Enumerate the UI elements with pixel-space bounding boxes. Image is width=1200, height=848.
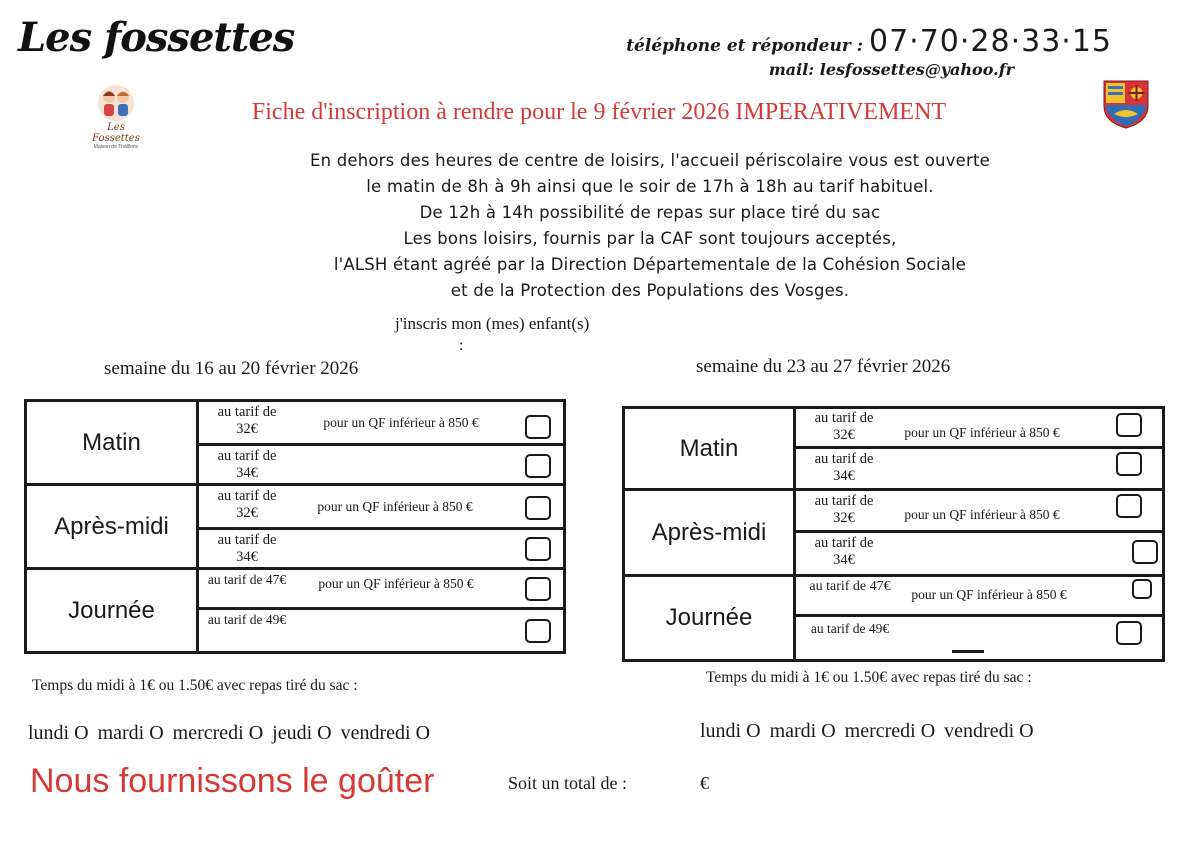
- session-morning: Matin: [625, 409, 796, 491]
- info-line: l'ALSH étant agréé par la Direction Départementale de la Cohésion Sociale: [333, 255, 967, 274]
- phone-line: [626, 24, 1112, 59]
- mail-line: mail: lesfossettes@yahoo.fr: [768, 60, 1014, 79]
- rate-row: [796, 533, 1162, 577]
- rate-label: au tarif de 47€: [809, 579, 891, 594]
- total-currency: €: [700, 773, 709, 793]
- rate-label: au tarif de 49€: [810, 621, 890, 636]
- logo-subtext: Maison de Thaillons: [93, 144, 139, 150]
- rate-row: [796, 577, 1162, 617]
- snack-notice: Nous fournissons le goûter: [30, 762, 435, 800]
- day-option-wednesday[interactable]: mercredi O: [844, 720, 936, 742]
- rate-row: [199, 530, 563, 570]
- week-1-day-options: [28, 722, 434, 745]
- logo-text: Les Fossettes: [92, 122, 140, 144]
- day-option-monday[interactable]: lundi O: [700, 720, 761, 742]
- rate-label: au tarif de 32€: [217, 488, 277, 521]
- checkbox[interactable]: [1116, 413, 1142, 437]
- checkbox[interactable]: [525, 537, 551, 561]
- info-paragraph: [250, 148, 1050, 304]
- day-option-friday[interactable]: vendredi O: [944, 720, 1034, 742]
- rate-row: [199, 446, 563, 486]
- day-option-tuesday[interactable]: mardi O: [97, 722, 164, 744]
- checkbox[interactable]: [1116, 494, 1142, 518]
- rate-label: au tarif de 34€: [217, 532, 277, 565]
- rate-row: [796, 491, 1162, 533]
- rate-row: [796, 409, 1162, 449]
- rate-row: [199, 486, 563, 530]
- qf-condition: pour un QF inférieur à 850 €: [911, 587, 1067, 602]
- week-2-midday-label: Temps du midi à 1€ ou 1.50€ avec repas tiré du sac :: [706, 669, 1032, 686]
- week-2-day-options: [700, 720, 1038, 743]
- rate-row: [199, 570, 563, 610]
- session-day: Journée: [27, 570, 199, 651]
- checkbox[interactable]: [525, 454, 551, 478]
- week-1-table: [24, 399, 566, 654]
- week-2-title: semaine du 23 au 27 février 2026: [696, 356, 951, 377]
- day-option-wednesday[interactable]: mercredi O: [172, 722, 264, 744]
- info-line: et de la Protection des Populations des Vosges.: [450, 281, 850, 300]
- session-day: Journée: [625, 577, 796, 659]
- rate-row: [796, 449, 1162, 491]
- stray-line: [952, 650, 984, 653]
- phone-label: téléphone et répondeur :: [626, 36, 863, 56]
- rate-row: [199, 402, 563, 446]
- checkbox[interactable]: [1132, 579, 1152, 599]
- checkbox[interactable]: [525, 415, 551, 439]
- checkbox[interactable]: [525, 619, 551, 643]
- day-option-friday[interactable]: vendredi O: [340, 722, 431, 744]
- info-line: le matin de 8h à 9h ainsi que le soir de 17h à 18h au tarif habituel.: [366, 177, 934, 196]
- enrol-colon: :: [459, 337, 464, 354]
- rate-label: au tarif de 34€: [814, 535, 874, 568]
- rate-label: au tarif de 47€: [207, 572, 287, 587]
- qf-condition: pour un QF inférieur à 850 €: [904, 425, 1060, 440]
- brand-title: Les fossettes: [18, 14, 295, 61]
- enrol-label: j'inscris mon (mes) enfant(s): [395, 314, 590, 333]
- qf-condition: pour un QF inférieur à 850 €: [323, 415, 479, 430]
- checkbox[interactable]: [1116, 621, 1142, 645]
- rate-label: au tarif de 34€: [217, 448, 277, 481]
- rate-row: [796, 617, 1162, 659]
- day-option-tuesday[interactable]: mardi O: [769, 720, 836, 742]
- qf-condition: pour un QF inférieur à 850 €: [317, 499, 473, 514]
- qf-condition: pour un QF inférieur à 850 €: [904, 507, 1060, 522]
- rate-label: au tarif de 49€: [207, 612, 287, 627]
- deadline-title-text: Fiche d'inscription à rendre pour le 9 février 2026 IMPERATIVEMENT: [251, 99, 947, 125]
- week-1-midday-label: Temps du midi à 1€ ou 1.50€ avec repas tiré du sac :: [32, 677, 358, 694]
- total-label: Soit un total de :: [508, 773, 627, 793]
- week-1-title: semaine du 16 au 20 février 2026: [104, 358, 359, 379]
- info-line: En dehors des heures de centre de loisirs, l'accueil périscolaire vous est ouverte: [309, 151, 991, 170]
- checkbox[interactable]: [1116, 452, 1142, 476]
- session-morning: Matin: [27, 402, 199, 486]
- rate-label: au tarif de 32€: [814, 493, 874, 526]
- deadline-title: [0, 99, 1200, 126]
- info-line: De 12h à 14h possibilité de repas sur place tiré du sac: [419, 203, 881, 222]
- checkbox[interactable]: [525, 577, 551, 601]
- day-option-monday[interactable]: lundi O: [28, 722, 89, 744]
- checkbox[interactable]: [525, 496, 551, 520]
- rate-label: au tarif de 32€: [217, 404, 277, 437]
- rate-label: au tarif de 34€: [814, 451, 874, 484]
- session-afternoon: Après-midi: [625, 491, 796, 577]
- session-afternoon: Après-midi: [27, 486, 199, 570]
- checkbox[interactable]: [1132, 540, 1158, 564]
- day-option-thursday[interactable]: jeudi O: [272, 722, 332, 744]
- week-2-table: [622, 406, 1165, 662]
- phone-number: 07·70·28·33·15: [868, 24, 1112, 59]
- qf-condition: pour un QF inférieur à 850 €: [318, 576, 474, 591]
- info-line: Les bons loisirs, fournis par la CAF sont toujours acceptés,: [403, 229, 897, 248]
- rate-row: [199, 610, 563, 651]
- rate-label: au tarif de 32€: [814, 410, 874, 443]
